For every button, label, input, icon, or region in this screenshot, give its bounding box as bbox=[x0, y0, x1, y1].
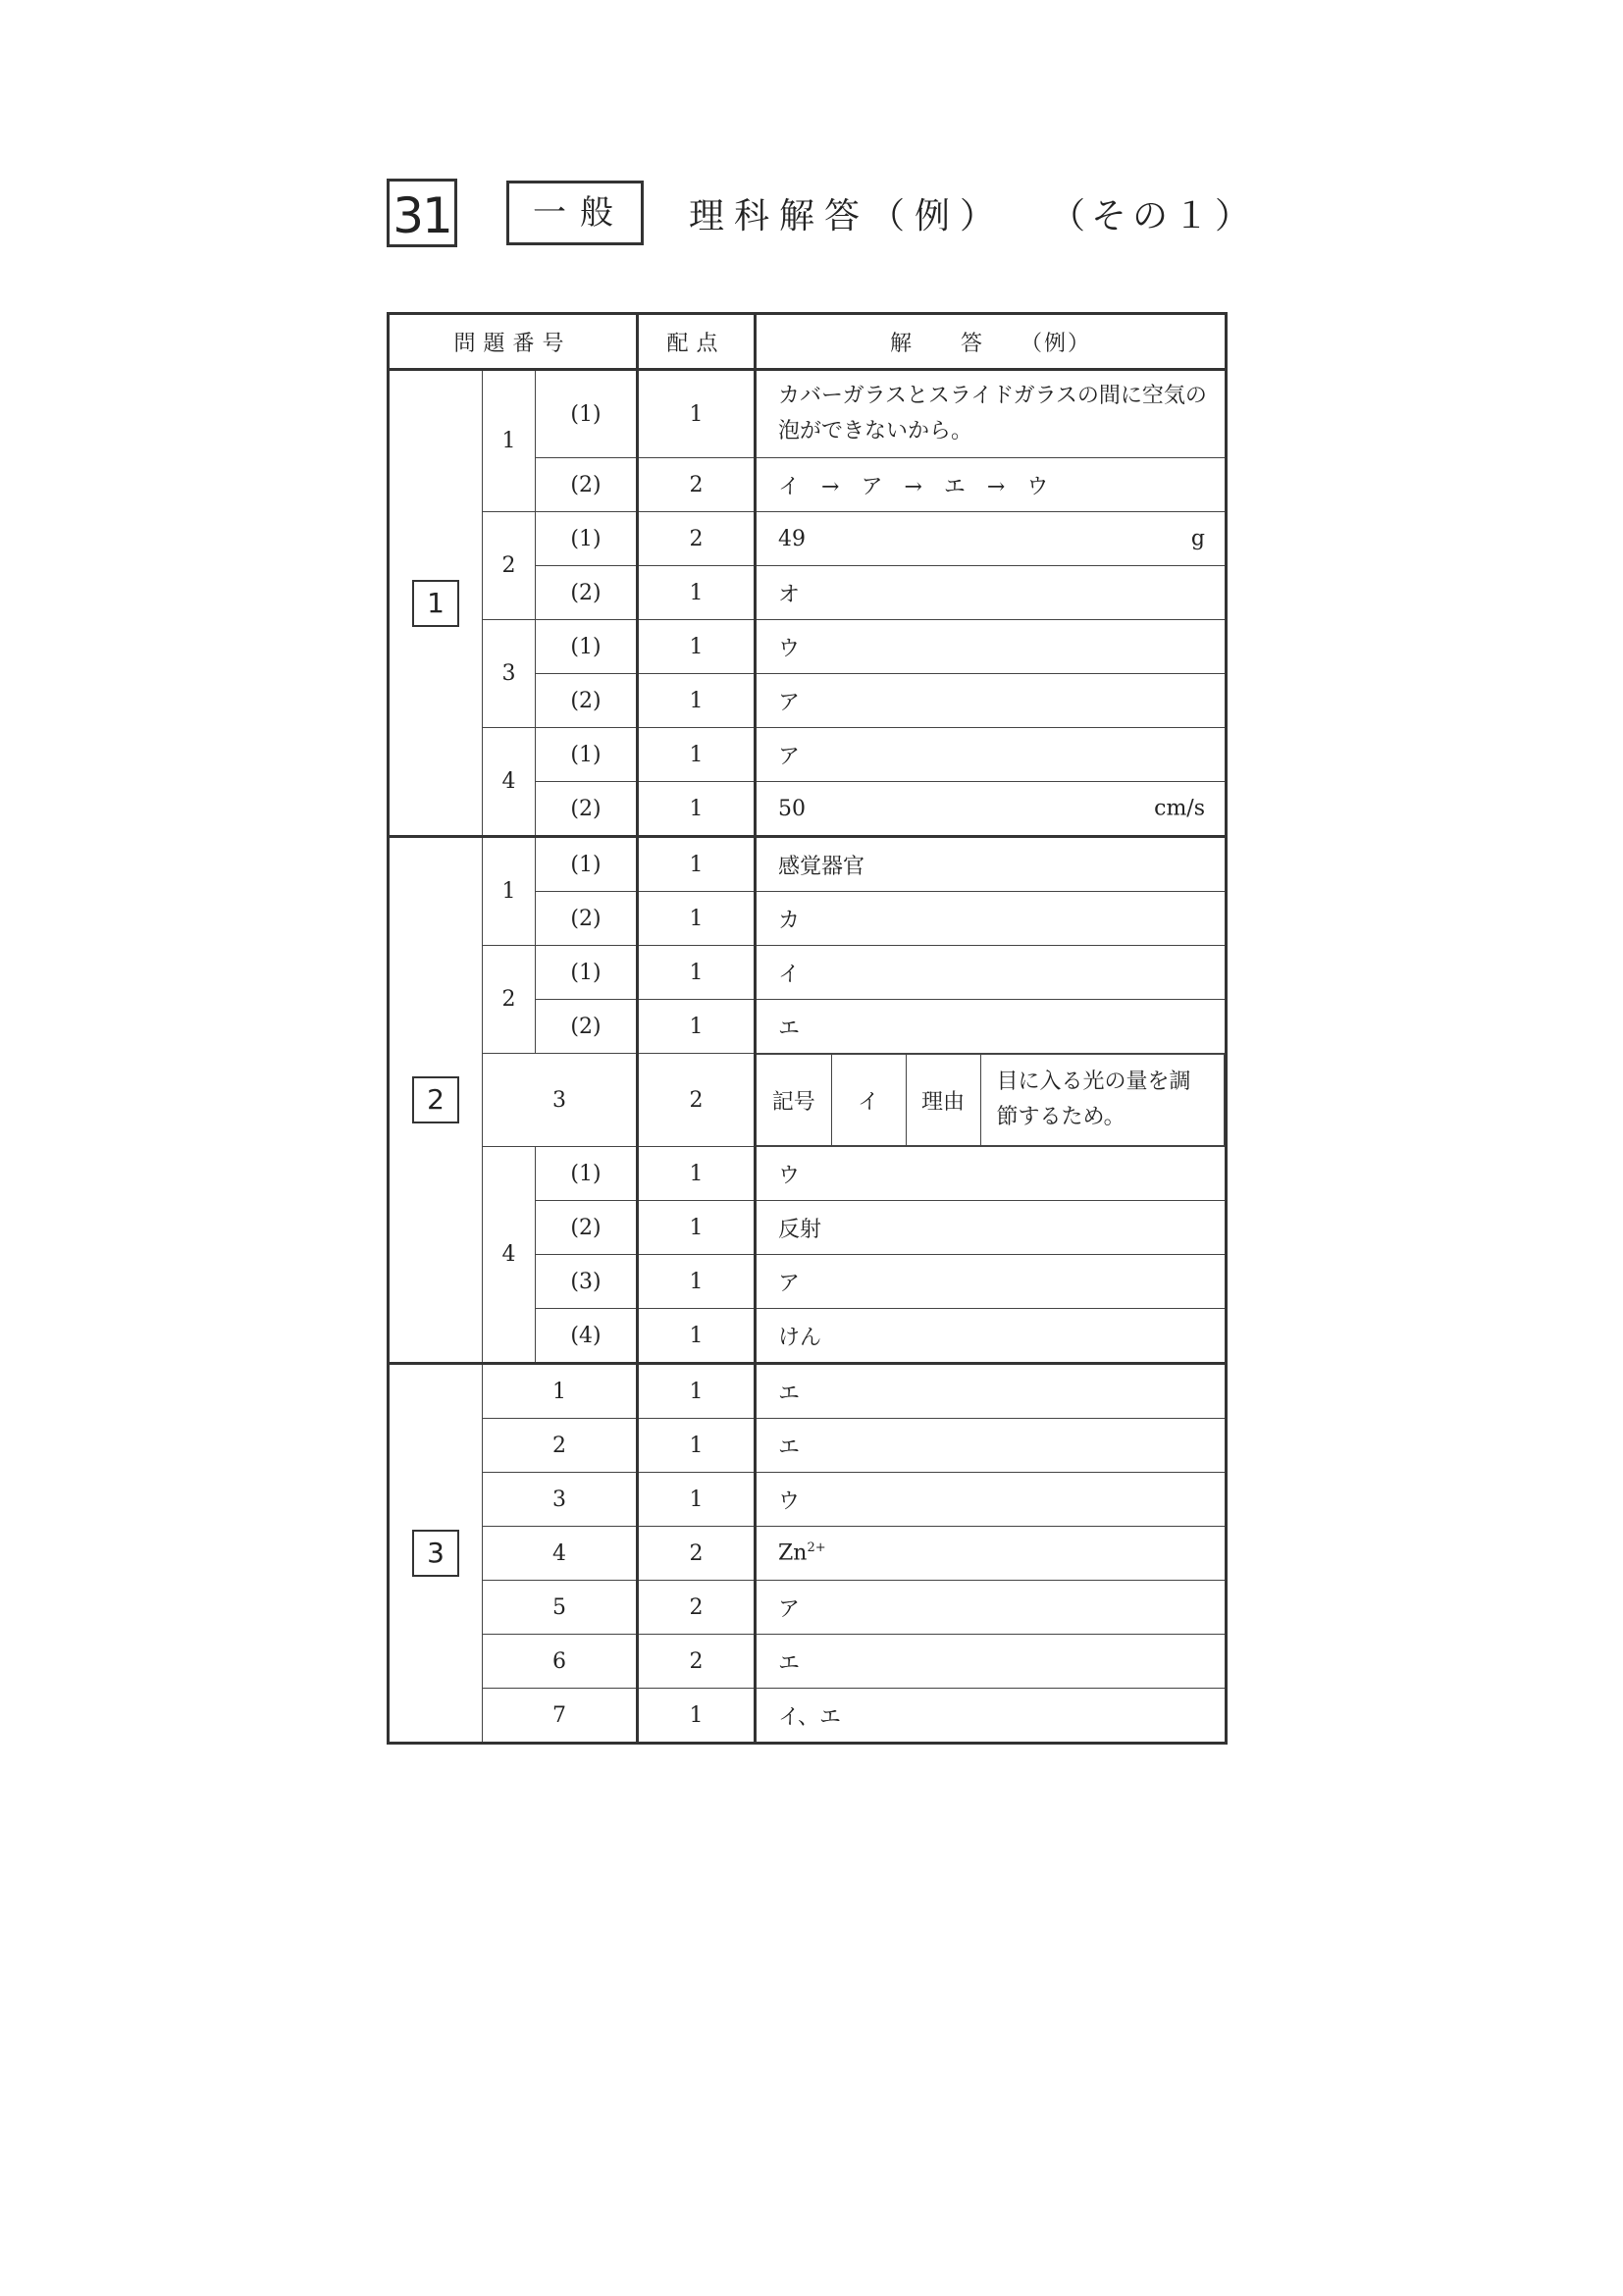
points-cell: 1 bbox=[638, 620, 756, 674]
section-3-box: 3 bbox=[412, 1530, 459, 1577]
answer-cell bbox=[756, 512, 1227, 566]
sub-question-number: (3) bbox=[536, 1255, 638, 1309]
points-cell: 1 bbox=[638, 566, 756, 620]
points-cell: 1 bbox=[638, 674, 756, 728]
table-row bbox=[389, 1419, 1227, 1473]
symbol-reason-table bbox=[757, 1054, 1225, 1146]
answer-cell: カ bbox=[756, 892, 1227, 946]
sub-question-number: (4) bbox=[536, 1309, 638, 1364]
answer-superscript: 2+ bbox=[807, 1540, 826, 1556]
question-number: 3 bbox=[483, 1054, 638, 1147]
answer-cell: ア bbox=[756, 728, 1227, 782]
answer-table bbox=[387, 312, 1228, 1745]
page-header bbox=[387, 179, 1270, 249]
sub-question-number: (2) bbox=[536, 566, 638, 620]
answer-value: 49 bbox=[778, 526, 807, 551]
question-number: 3 bbox=[483, 1473, 638, 1527]
sub-question-number: (1) bbox=[536, 837, 638, 892]
answer-cell: イ、エ bbox=[756, 1689, 1227, 1744]
question-number: 6 bbox=[483, 1635, 638, 1689]
reason-label: 理由 bbox=[906, 1055, 980, 1146]
question-number: 2 bbox=[483, 512, 536, 620]
sub-question-number: (2) bbox=[536, 782, 638, 837]
points-cell: 1 bbox=[638, 782, 756, 837]
answer-cell: 反射 bbox=[756, 1201, 1227, 1255]
answer-cell: イ bbox=[756, 946, 1227, 1000]
sub-question-number: (1) bbox=[536, 728, 638, 782]
answer-cell: ア bbox=[756, 674, 1227, 728]
category-box: 一般 bbox=[506, 181, 644, 245]
answer-cell: ア bbox=[756, 1581, 1227, 1635]
answer-cell: ウ bbox=[756, 620, 1227, 674]
page-title: 理科解答（例） bbox=[689, 196, 1006, 236]
points-cell: 1 bbox=[638, 892, 756, 946]
question-number: 7 bbox=[483, 1689, 638, 1744]
table-header-row bbox=[389, 314, 1227, 370]
answer-cell: ウ bbox=[756, 1473, 1227, 1527]
answer-cell: イ → ア → エ → ウ bbox=[756, 458, 1227, 512]
sub-question-number: (2) bbox=[536, 1000, 638, 1054]
points-cell: 1 bbox=[638, 728, 756, 782]
answer-cell: カバーガラスとスライドガラスの間に空気の泡ができないから。 bbox=[756, 370, 1227, 458]
answer-cell: 感覚器官 bbox=[756, 837, 1227, 892]
question-number: 1 bbox=[483, 1364, 638, 1419]
table-row bbox=[389, 728, 1227, 782]
answer-cell bbox=[756, 782, 1227, 837]
table-row bbox=[389, 1473, 1227, 1527]
part-label: （その１） bbox=[1050, 196, 1257, 236]
question-number: 2 bbox=[483, 946, 536, 1054]
points-cell: 1 bbox=[638, 1689, 756, 1744]
section-1-label-cell bbox=[389, 370, 483, 837]
table-row bbox=[389, 1054, 1227, 1147]
section-2-label-cell bbox=[389, 837, 483, 1364]
sub-question-number: (2) bbox=[536, 458, 638, 512]
answer-value: Zn bbox=[778, 1540, 808, 1566]
points-cell: 1 bbox=[638, 1364, 756, 1419]
question-number: 2 bbox=[483, 1419, 638, 1473]
points-cell: 1 bbox=[638, 1473, 756, 1527]
table-row bbox=[389, 512, 1227, 566]
section-3-label-cell bbox=[389, 1364, 483, 1744]
table-row bbox=[389, 1364, 1227, 1419]
unit-label: cm/s bbox=[1154, 796, 1206, 821]
points-cell: 1 bbox=[638, 370, 756, 458]
sub-question-number: (2) bbox=[536, 892, 638, 946]
answer-cell: エ bbox=[756, 1635, 1227, 1689]
table-row bbox=[389, 1527, 1227, 1581]
answer-cell: エ bbox=[756, 1419, 1227, 1473]
table-row bbox=[389, 837, 1227, 892]
table-row bbox=[389, 620, 1227, 674]
sub-question-number: (2) bbox=[536, 674, 638, 728]
answer-cell: けん bbox=[756, 1309, 1227, 1364]
header-answer: 解 答 （例） bbox=[756, 314, 1227, 370]
points-cell: 1 bbox=[638, 946, 756, 1000]
table-row bbox=[389, 1147, 1227, 1201]
sub-question-number: (1) bbox=[536, 1147, 638, 1201]
points-cell: 1 bbox=[638, 1000, 756, 1054]
sub-question-number: (1) bbox=[536, 370, 638, 458]
points-cell: 1 bbox=[638, 837, 756, 892]
answer-value: 50 bbox=[778, 796, 807, 821]
points-cell: 2 bbox=[638, 1527, 756, 1581]
answer-cell: ウ bbox=[756, 1147, 1227, 1201]
sub-question-number: (1) bbox=[536, 946, 638, 1000]
points-cell: 1 bbox=[638, 1309, 756, 1364]
table-row bbox=[389, 370, 1227, 458]
header-points: 配点 bbox=[638, 314, 756, 370]
question-number: 5 bbox=[483, 1581, 638, 1635]
sub-question-number: (1) bbox=[536, 620, 638, 674]
points-cell: 1 bbox=[638, 1147, 756, 1201]
table-row bbox=[389, 946, 1227, 1000]
unit-label: g bbox=[1190, 526, 1206, 551]
points-cell: 1 bbox=[638, 1201, 756, 1255]
section-2-box: 2 bbox=[412, 1076, 459, 1123]
answer-cell bbox=[756, 1527, 1227, 1581]
question-number: 4 bbox=[483, 1147, 536, 1364]
question-number: 1 bbox=[483, 837, 536, 946]
symbol-label: 記号 bbox=[757, 1055, 831, 1146]
symbol-value: イ bbox=[831, 1055, 906, 1146]
question-number: 3 bbox=[483, 620, 536, 728]
answer-cell: オ bbox=[756, 566, 1227, 620]
header-question-number: 問題番号 bbox=[389, 314, 638, 370]
answer-cell: エ bbox=[756, 1000, 1227, 1054]
points-cell: 1 bbox=[638, 1419, 756, 1473]
question-number: 4 bbox=[483, 728, 536, 837]
table-row bbox=[389, 1689, 1227, 1744]
table-row bbox=[389, 1635, 1227, 1689]
points-cell: 2 bbox=[638, 512, 756, 566]
sub-question-number: (2) bbox=[536, 1201, 638, 1255]
answer-cell-composite bbox=[756, 1054, 1227, 1147]
points-cell: 2 bbox=[638, 1635, 756, 1689]
reason-value: 目に入る光の量を調節するため。 bbox=[980, 1055, 1225, 1146]
exam-number-box: 31 bbox=[387, 179, 457, 247]
question-number: 1 bbox=[483, 370, 536, 512]
question-number: 4 bbox=[483, 1527, 638, 1581]
answer-cell: エ bbox=[756, 1364, 1227, 1419]
answer-cell: ア bbox=[756, 1255, 1227, 1309]
table-row bbox=[389, 1581, 1227, 1635]
section-1-box: 1 bbox=[412, 580, 459, 627]
points-cell: 2 bbox=[638, 458, 756, 512]
points-cell: 2 bbox=[638, 1581, 756, 1635]
sub-question-number: (1) bbox=[536, 512, 638, 566]
points-cell: 2 bbox=[638, 1054, 756, 1147]
points-cell: 1 bbox=[638, 1255, 756, 1309]
